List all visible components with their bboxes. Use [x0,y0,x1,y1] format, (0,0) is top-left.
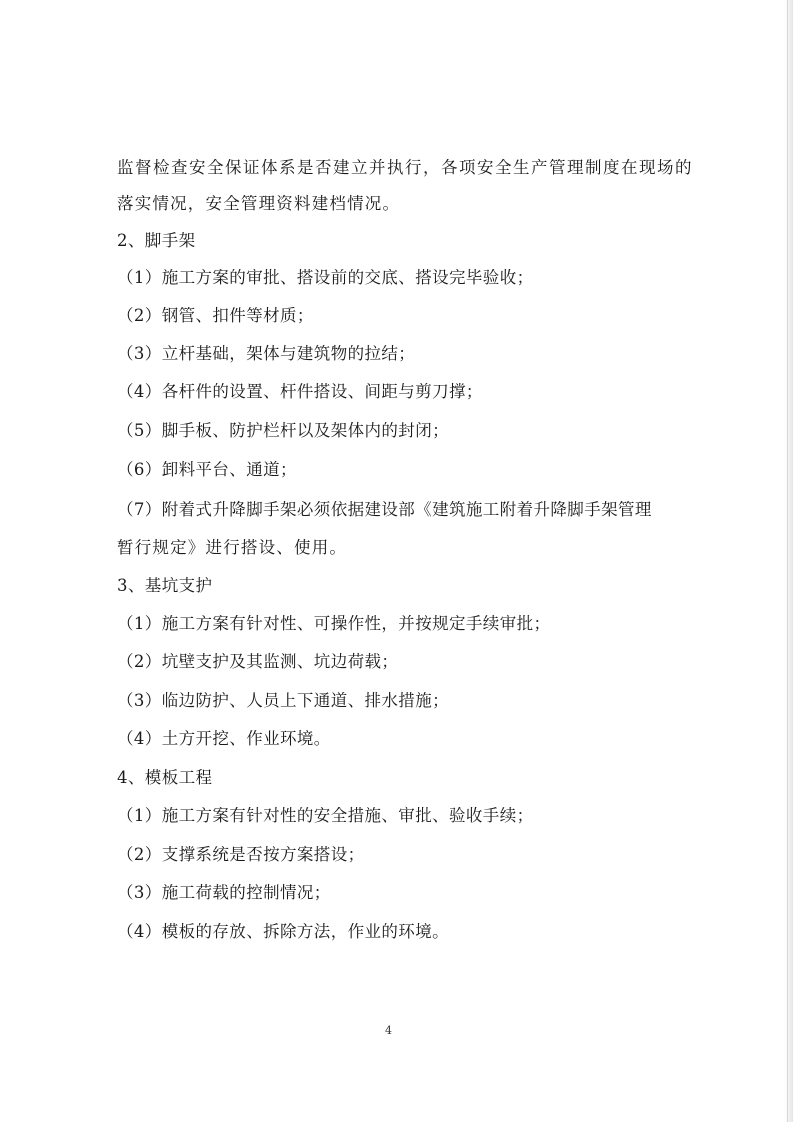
list-item: （3）立杆基础，架体与建筑物的拉结； [117,344,416,363]
list-item: （6）卸料平台、通道； [117,460,297,479]
page-number: 4 [385,1024,392,1037]
section-heading-scaffolding: 2、脚手架 [117,231,196,250]
section-heading-foundation-pit: 3、基坑支护 [117,576,213,595]
list-item: （2）钢管、扣件等材质； [117,306,314,325]
list-item: （1）施工方案的审批、搭设前的交底、搭设完毕验收； [117,268,534,287]
list-item: （2）支撑系统是否按方案搭设； [117,845,365,864]
list-item-continuation: 暂行规定》进行搭设、使用。 [117,538,348,557]
page-edge-shadow [785,0,793,1122]
list-item: （4）模板的存放、拆除方法，作业的环境。 [117,922,449,941]
section-heading-formwork: 4、模板工程 [117,768,213,787]
list-item: （4）各杆件的设置、杆件搭设、间距与剪刀撑； [117,382,483,401]
intro-paragraph-line-2: 落实情况，安全管理资料建档情况。 [117,194,401,213]
list-item: （2）坑壁支护及其监测、坑边荷载； [117,652,399,671]
list-item: （3）临边防护、人员上下通道、排水措施； [117,691,449,710]
list-item: （7）附着式升降脚手架必须依据建设部《建筑施工附着升降脚手架管理 [117,500,652,519]
list-item: （3）施工荷载的控制情况； [117,883,331,902]
list-item: （5）脚手板、防护栏杆以及架体内的封闭； [117,421,449,440]
list-item: （1）施工方案有针对性的安全措施、审批、验收手续； [117,806,534,825]
list-item: （4）土方开挖、作业环境。 [117,729,331,748]
intro-paragraph-line-1: 监督检查安全保证体系是否建立并执行，各项安全生产管理制度在现场的 [117,158,693,177]
list-item: （1）施工方案有针对性、可操作性，并按规定手续审批； [117,614,551,633]
